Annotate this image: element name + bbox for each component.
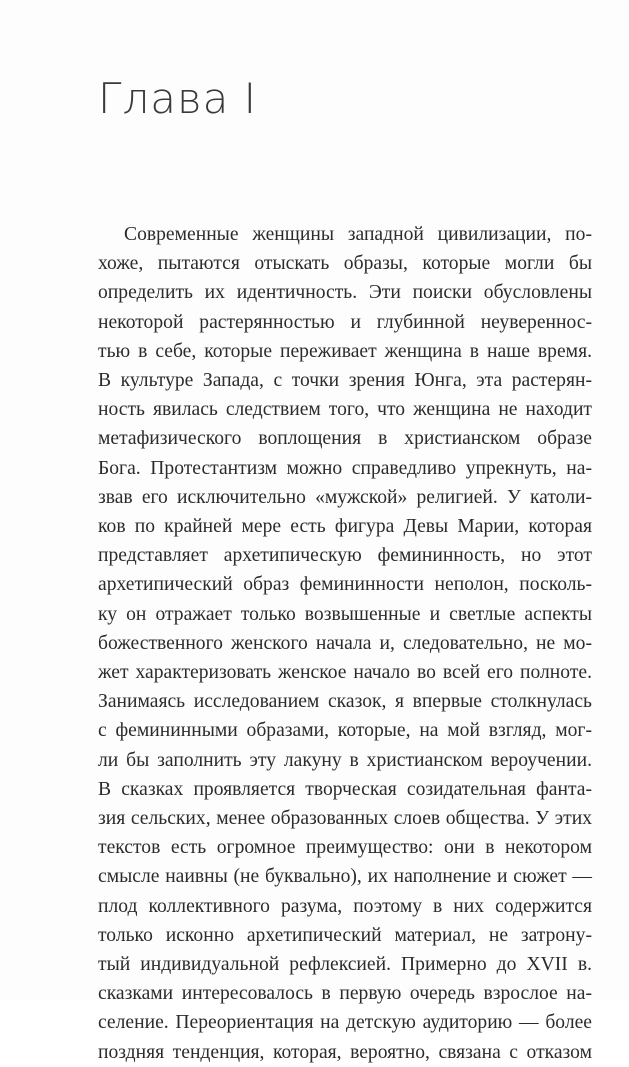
text-line: некоторой растерянностью и глубинной неувереннос- xyxy=(98,311,592,333)
text-line: представляет архетипическую фемининность, но этот xyxy=(98,545,592,567)
text-line: сказками интересовалось в первую очередь взрослое на- xyxy=(98,983,592,1005)
text-line: ку он отражает только возвышенные и светлые аспекты xyxy=(98,603,592,625)
text-line: текстов есть огромное преимущество: они в некотором xyxy=(98,837,592,859)
text-line: божественного женского начала и, следовательно, не мо- xyxy=(98,632,592,654)
text-line: Современные женщины западной цивилизации, по- xyxy=(124,224,592,245)
text-line: тью в себе, которые переживает женщина в наше время. xyxy=(98,340,592,362)
text-line: ков по крайней мере есть фигура Девы Марии, которая xyxy=(98,516,592,538)
text-line: звав его исключительно «мужской» религией. У католи- xyxy=(98,486,592,508)
text-line: Бога. Протестантизм можно справедливо упрекнуть, на- xyxy=(98,457,592,479)
text-line: поздняя тенденция, которая, вероятно, связана с отказом xyxy=(98,1041,592,1063)
text-line: плод коллективного разума, поэтому в них содержится xyxy=(98,895,592,917)
text-line: зия сельских, менее образованных слоев общества. У этих xyxy=(98,808,592,830)
text-line: определить их идентичность. Эти поиски обусловлены xyxy=(98,282,592,304)
text-line: жет характеризовать женское начало во всей его полноте. xyxy=(98,662,592,684)
text-line: В культуре Запада, с точки зрения Юнга, эта растерян- xyxy=(98,370,592,392)
text-line: только исконно архетипический материал, не затрону- xyxy=(98,924,592,946)
text-line: ли бы заполнить эту лакуну в христианском вероучении. xyxy=(98,749,592,771)
text-line: метафизического воплощения в христианском образе xyxy=(98,428,592,450)
text-line: хоже, пытаются отыскать образы, которые могли бы xyxy=(98,253,592,275)
text-line: ность явилась следствием того, что женщина не находит xyxy=(98,399,592,421)
body-text xyxy=(98,220,592,1067)
text-line: смысле наивны (не буквально), их наполнение и сюжет — xyxy=(98,866,592,888)
text-line: архетипический образ фемининности неполон, посколь- xyxy=(98,574,592,596)
text-line: В сказках проявляется творческая созидательная фанта- xyxy=(98,778,592,800)
chapter-title: Глава I xyxy=(98,74,258,123)
text-line: тый индивидуальной рефлексией. Примерно до XVII в. xyxy=(98,954,592,976)
text-line: селение. Переориентация на детскую аудиторию — более xyxy=(98,1012,592,1034)
text-line: Занимаясь исследованием сказок, я впервые столкнулась xyxy=(98,691,592,713)
text-line: с фемининными образами, которые, на мой взгляд, мог- xyxy=(98,720,592,742)
